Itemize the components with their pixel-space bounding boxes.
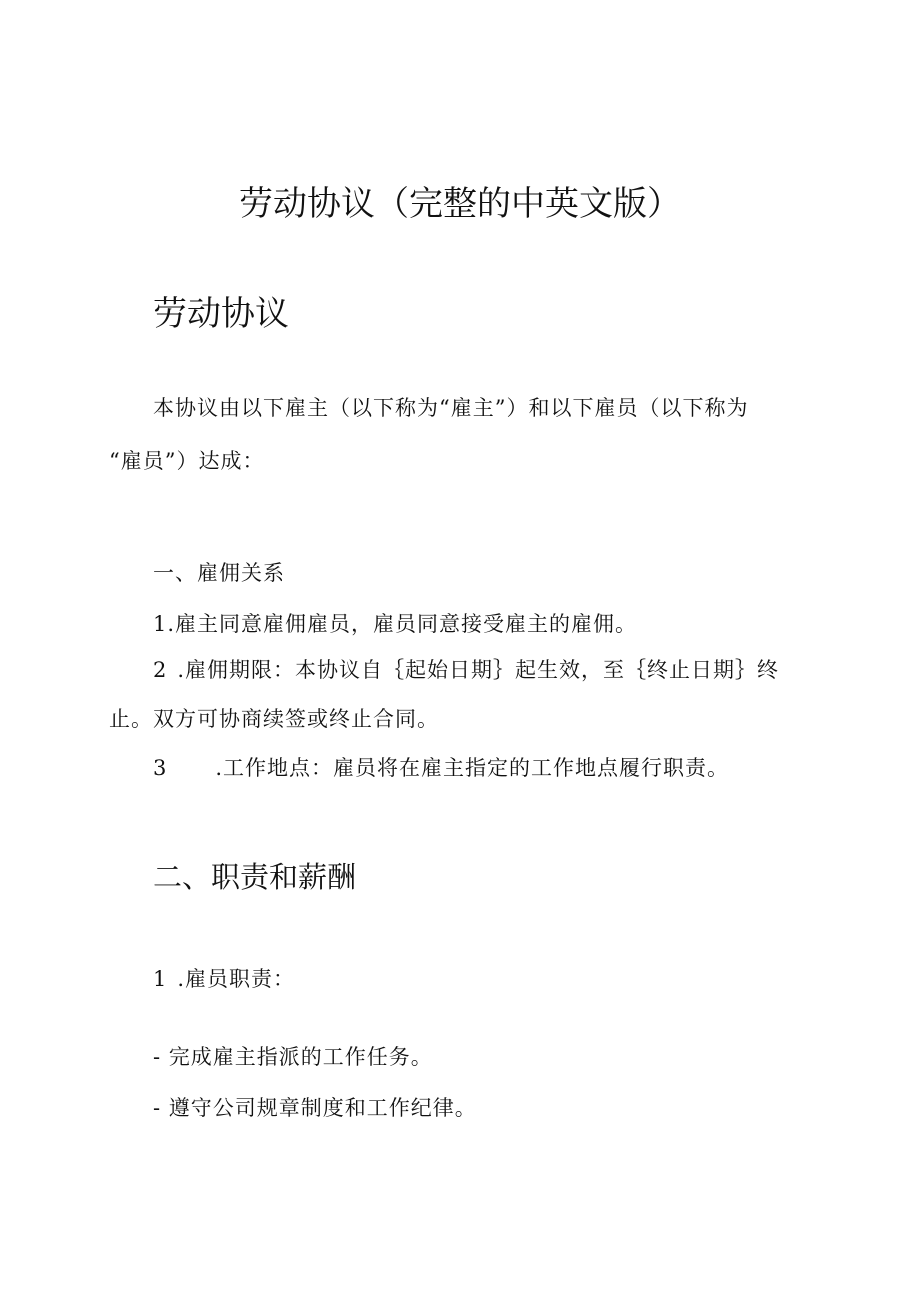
section-1-item-1: 1.雇主同意雇佣雇员，雇员同意接受雇主的雇佣。 xyxy=(153,612,638,636)
agreement-heading: 劳动协议 xyxy=(153,294,289,334)
duty-bullet-1: - 完成雇主指派的工作任务。 xyxy=(153,1045,433,1069)
section-2-item-1-number: 1 xyxy=(153,967,168,991)
section-1-item-2-line-1 xyxy=(153,660,779,681)
document-title: 劳动协议（完整的中英文版） xyxy=(239,184,681,224)
section-1-item-2-number: 2 xyxy=(153,658,168,682)
duty-bullet-2: - 遵守公司规章制度和工作纪律。 xyxy=(153,1096,477,1120)
section-1-heading: 一、雇佣关系 xyxy=(153,561,285,585)
section-1-item-2-text: .雇佣期限：本协议自｛起始日期｝起生效，至｛终止日期｝终 xyxy=(177,658,780,682)
section-1-item-3-text: .工作地点：雇员将在雇主指定的工作地点履行职责。 xyxy=(215,756,730,780)
section-2-heading: 二、职责和薪酬 xyxy=(153,860,357,894)
section-1-item-3-number: 3 xyxy=(153,756,168,780)
intro-paragraph-line-1: 本协议由以下雇主（以下称为“雇主”）和以下雇员（以下称为 xyxy=(153,396,749,420)
section-1-item-2-line-2: 止。双方可协商续签或终止合同。 xyxy=(109,707,439,731)
intro-paragraph-line-2: “雇员”）达成： xyxy=(109,449,265,473)
section-1-item-3 xyxy=(153,758,729,779)
section-2-item-1-text: .雇员职责： xyxy=(177,967,296,991)
section-2-item-1 xyxy=(153,969,295,990)
